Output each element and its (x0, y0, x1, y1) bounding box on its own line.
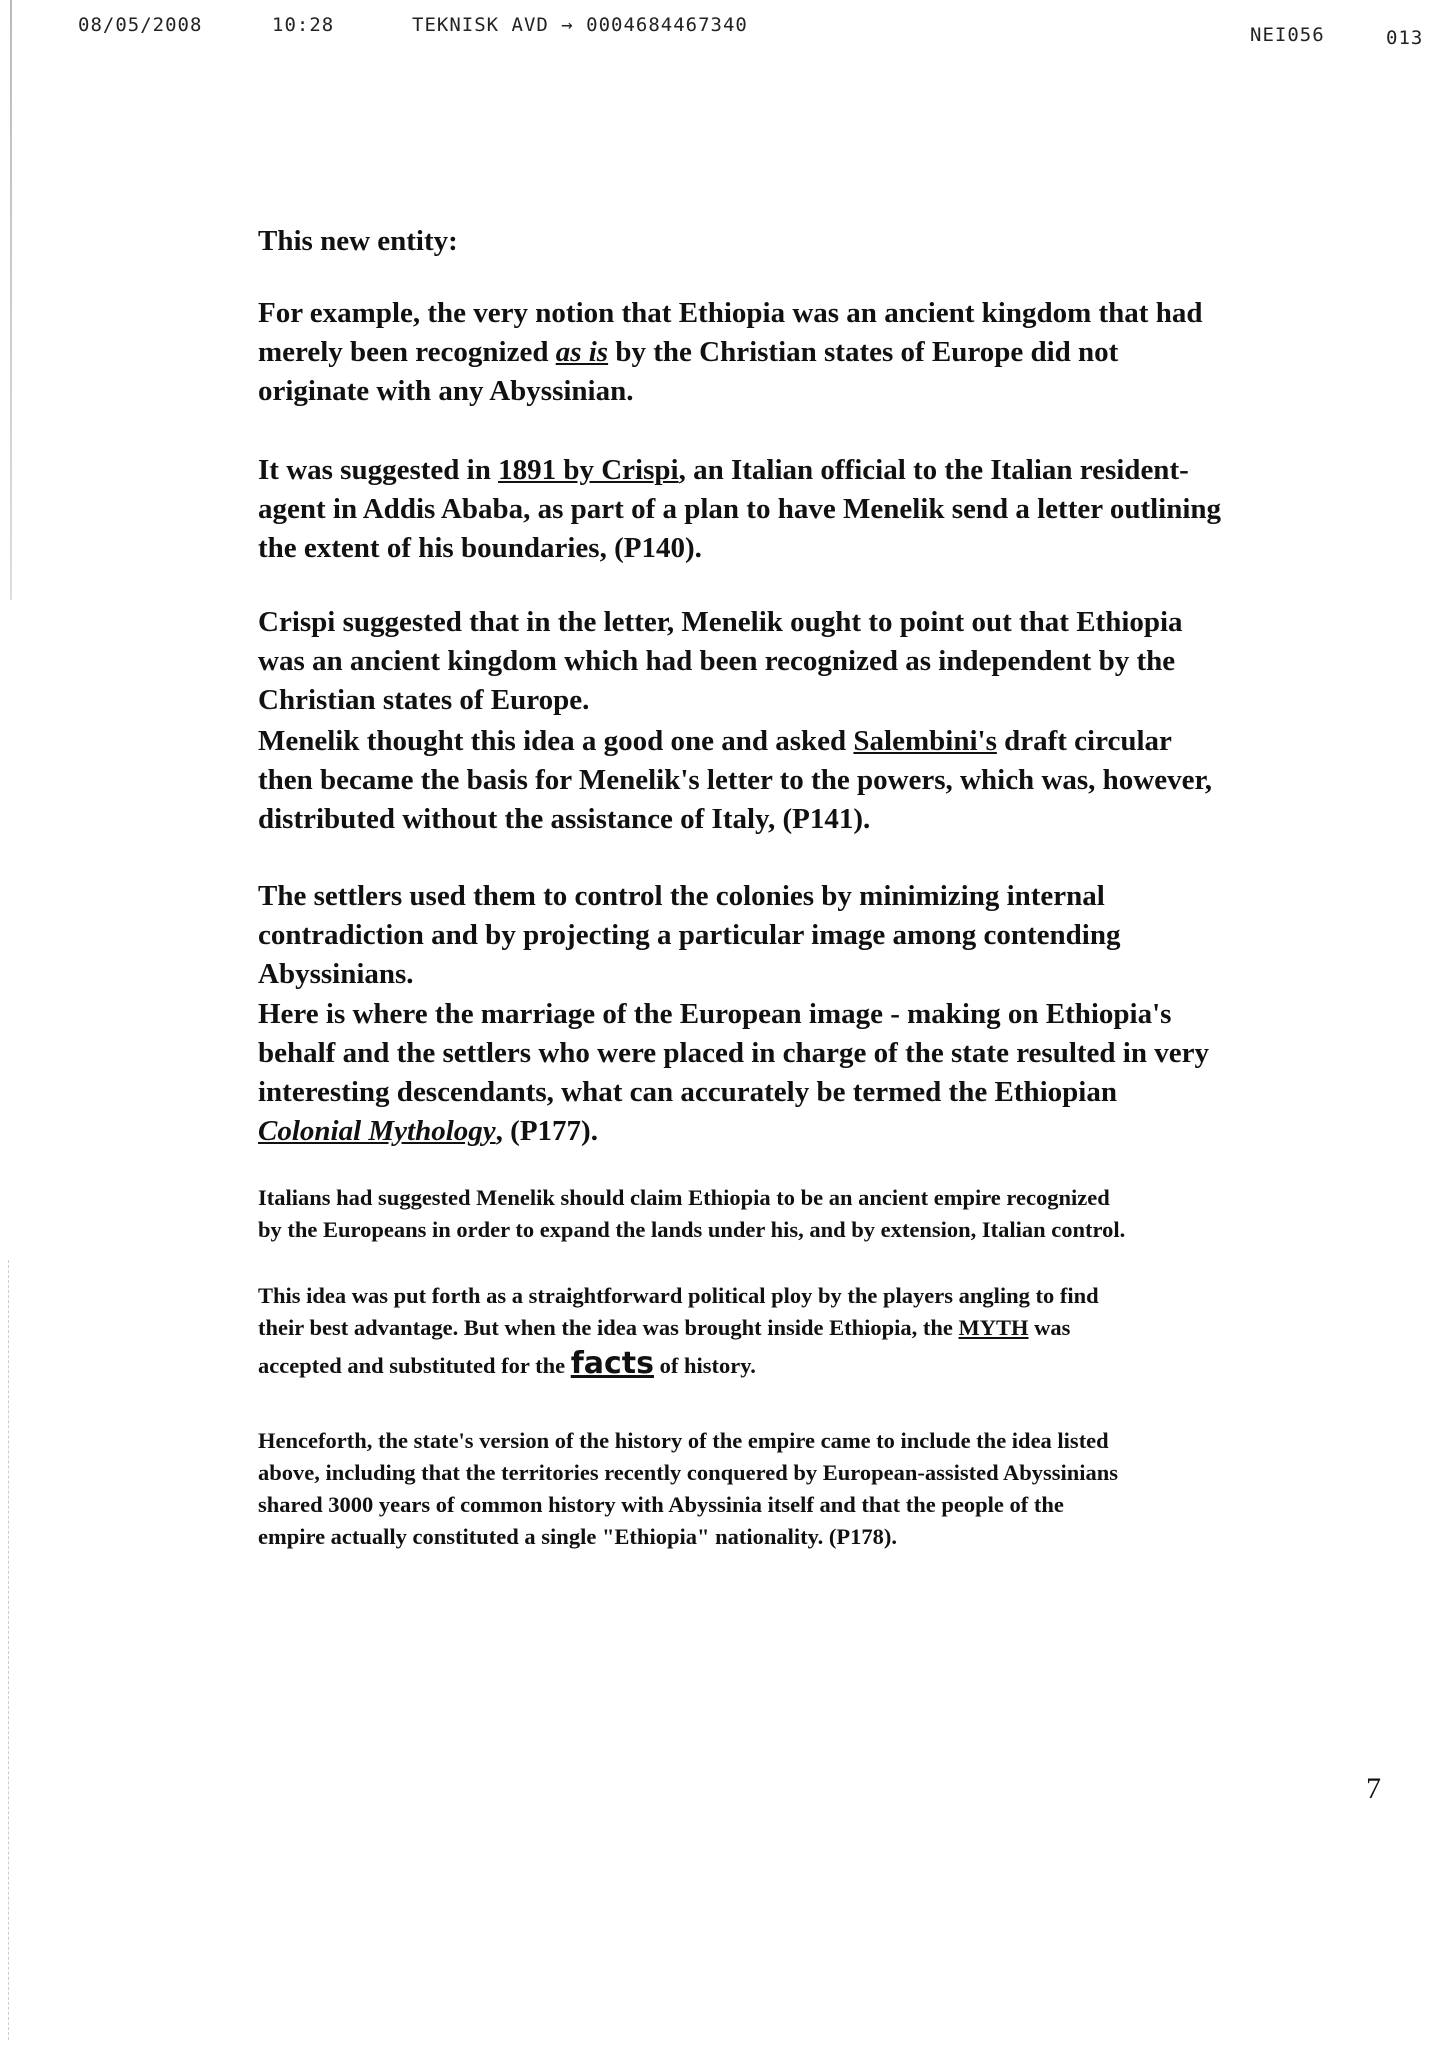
text-line (258, 1112, 1209, 1151)
text-run: , an Italian official to the Italian resident- (678, 454, 1189, 486)
fax-sender: TEKNISK AVD → 0004684467340 (412, 14, 748, 36)
text-run: Menelik thought this idea a good one and asked (258, 725, 854, 757)
paragraph (258, 722, 1212, 839)
text-run: draft circular (996, 725, 1172, 757)
paragraph (258, 451, 1221, 568)
paragraph (258, 877, 1121, 994)
text-line: The settlers used them to control the colonies by minimizing internal (258, 880, 1105, 912)
text-line: shared 3000 years of common history with Abyssinia itself and that the people of the (258, 1492, 1064, 1517)
text-run: of history. (654, 1353, 756, 1378)
paragraph (258, 1425, 1118, 1553)
underlined-myth: MYTH (958, 1315, 1029, 1340)
text-line (258, 451, 1221, 490)
underlined-1891-crispi: 1891 by Crispi (498, 454, 679, 486)
text-line: agent in Addis Ababa, as part of a plan to have Menelik send a letter outlining (258, 493, 1222, 525)
text-line: distributed without the assistance of Italy, (P141). (258, 803, 871, 835)
text-line: Christian states of Europe. (258, 684, 590, 716)
paragraph (258, 1182, 1125, 1246)
text-run: by the Christian states of Europe did not (608, 336, 1119, 368)
scan-edge-mark (8, 1260, 10, 2040)
fax-station: NEI056 (1250, 24, 1325, 46)
text-line: For example, the very notion that Ethiopia was an ancient kingdom that had (258, 297, 1203, 329)
emphasis-as-is: as is (555, 336, 609, 368)
text-line (258, 1312, 1099, 1344)
text-line (258, 333, 1202, 372)
text-run: merely been recognized (258, 336, 556, 368)
paragraph (258, 603, 1183, 720)
text-run: was (1028, 1315, 1071, 1340)
text-line: Here is where the marriage of the European image - making on Ethiopia's (258, 998, 1172, 1030)
text-line: was an ancient kingdom which had been recognized as independent by the (258, 645, 1176, 677)
paragraph (258, 1280, 1099, 1386)
text-run: their best advantage. But when the idea was brought inside Ethiopia, the (258, 1315, 959, 1340)
text-line: above, including that the territories recently conquered by European-assisted Abyssinians (258, 1460, 1119, 1485)
text-line: by the Europeans in order to expand the lands under his, and by extension, Italian control. (258, 1217, 1126, 1242)
text-run: It was suggested in (258, 454, 499, 486)
text-line: Italians had suggested Menelik should claim Ethiopia to be an ancient empire recognized (258, 1185, 1110, 1210)
underlined-facts: facts (570, 1346, 654, 1381)
paragraph (258, 995, 1209, 1151)
text-line: then became the basis for Menelik's letter to the powers, which was, however, (258, 764, 1212, 796)
text-line: Abyssinians. (258, 958, 414, 990)
emphasis-colonial-mythology: Colonial Mythology (258, 1115, 496, 1147)
text-line: the extent of his boundaries, (P140). (258, 532, 702, 564)
text-run: accepted and substituted for the (258, 1353, 571, 1378)
fax-header (0, 14, 1446, 54)
underlined-salembini: Salembini's (853, 725, 997, 757)
text-line: contradiction and by projecting a particular image among contending (258, 919, 1121, 951)
text-line: interesting descendants, what can accurately be termed the Ethiopian (258, 1076, 1117, 1108)
text-line: behalf and the settlers who were placed in charge of the state resulted in very (258, 1037, 1209, 1069)
document-title: This new entity: (258, 225, 458, 257)
paragraph (258, 294, 1202, 411)
text-line: Henceforth, the state's version of the history of the empire came to include the idea listed (258, 1428, 1109, 1453)
text-line: empire actually constituted a single "Ethiopia" nationality. (P178). (258, 1524, 897, 1549)
fax-page: 013 (1386, 27, 1424, 49)
page-number: 7 (1366, 1772, 1381, 1805)
text-run: , (P177). (495, 1115, 598, 1147)
text-line (258, 1344, 1099, 1386)
text-line: Crispi suggested that in the letter, Menelik ought to point out that Ethiopia (258, 606, 1183, 638)
fax-time: 10:28 (272, 14, 335, 36)
text-line (258, 722, 1212, 761)
text-line: This idea was put forth as a straightforward political ploy by the players angling to find (258, 1283, 1099, 1308)
text-line: originate with any Abyssinian. (258, 375, 634, 407)
fax-date: 08/05/2008 (78, 14, 203, 36)
scan-edge-mark (10, 0, 12, 600)
